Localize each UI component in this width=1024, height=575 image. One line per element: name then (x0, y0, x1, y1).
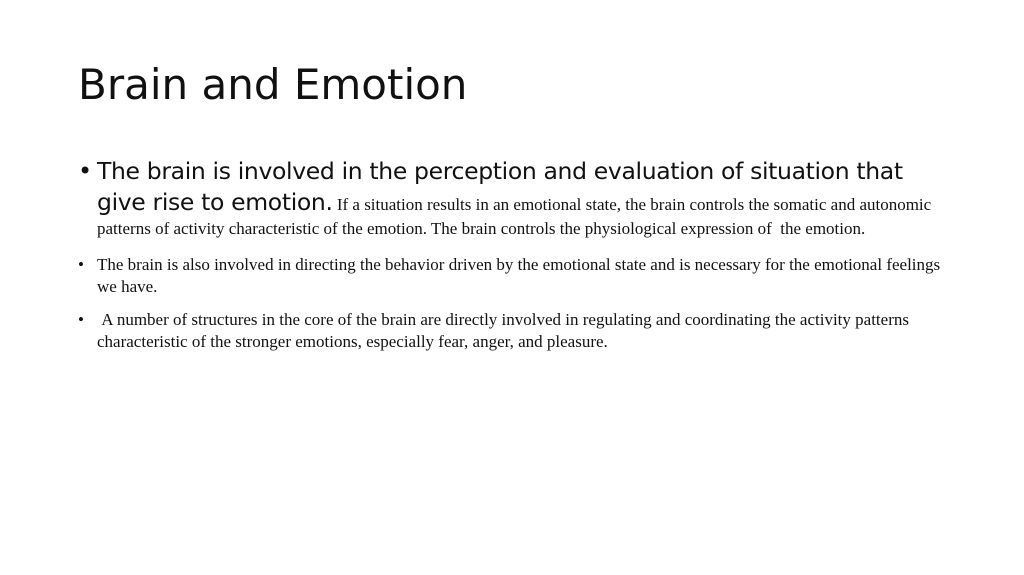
bullet-item (78, 254, 948, 298)
bullet-detail-text: If a situation results in an emotional state, the brain controls the somatic and autonomic patterns of activity characteristic of the emotion. The brain controls the physiological expression of the emotion. (97, 195, 936, 238)
bullet-text (97, 157, 936, 238)
bullet-text: The brain is also involved in directing the behavior driven by the emotional state and is necessary for the emotional feelings we have. (97, 255, 941, 296)
bullet-item (78, 309, 948, 353)
bullet-item (78, 156, 948, 242)
slide-title: Brain and Emotion (78, 60, 468, 109)
bullet-dot-icon: • (78, 255, 84, 274)
bullet-lead-text: The brain is involved in the perception and evaluation of situation that give rise to emotion. (97, 157, 903, 216)
bullet-list (78, 156, 948, 364)
bullet-dot-icon: • (78, 310, 84, 329)
bullet-dot-icon: • (78, 157, 93, 185)
bullet-text: A number of structures in the core of the brain are directly involved in regulating and coordinating the activity patterns characteristic of the stronger emotions, especially fear, anger, and pleasure. (97, 310, 914, 351)
